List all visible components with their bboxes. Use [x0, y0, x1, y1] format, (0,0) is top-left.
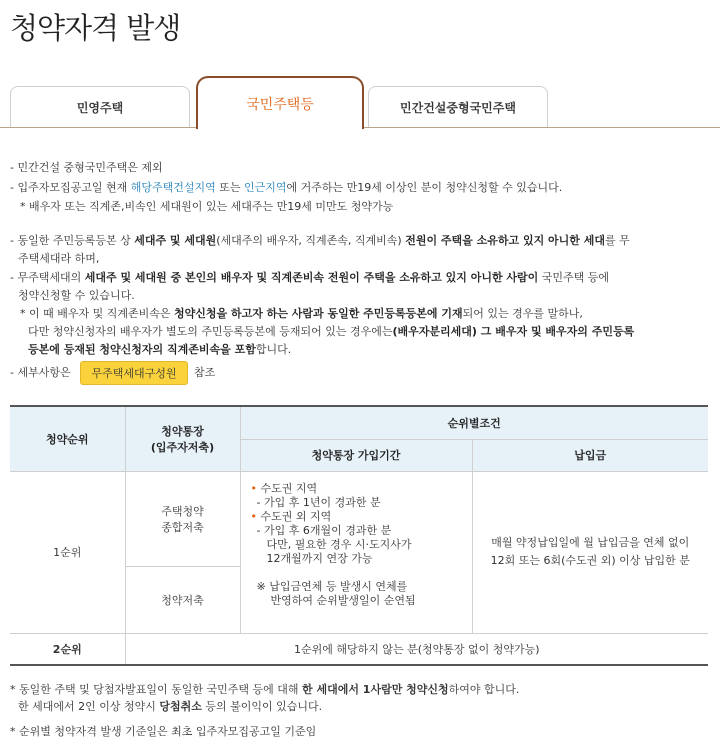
- note-line: 참조: [194, 366, 216, 379]
- tab-private-housing[interactable]: 민영주택: [10, 86, 190, 127]
- rank-2-cell: 2순위: [10, 633, 125, 665]
- footer-note: * 동일한 주택 및 당첨자발표일이 동일한 국민주택 등에 대해 한 세대에서 1사람만 청약신청하여야 합니다.: [10, 683, 520, 696]
- household-member-button[interactable]: 무주택세대구성원: [80, 361, 188, 385]
- note-line: - 무주택세대의 세대주 및 세대원 중 본인의 배우자 및 직계존비속 전원이 주택을 소유하고 있지 아니한 사람이 국민주택 등에: [10, 271, 610, 284]
- note-line: * 이 때 배우자 및 직계존비속은 청약신청을 하고자 하는 사람과 동일한 주민등록등본에 기재되어 있는 경우를 말하나,: [20, 307, 583, 320]
- period-cell: • 수도권 지역 - 가입 후 1년이 경과한 분 • 수도권 외 지역 - 가입 후 6개월이 경과한 분 다만, 필요한 경우 시·도지사가 12개월까지 연장 가능 ※ 납입금연체 등 발생시 연체를 반영하여 순위발생일이 순연됨: [240, 471, 472, 633]
- header-condition: 순위별조건: [240, 406, 708, 439]
- note-line: - 민간건설 중형국민주택은 제외: [10, 161, 163, 174]
- account-cell: 청약저축: [125, 566, 240, 633]
- tab-private-mid-national-housing[interactable]: 민간건설중형국민주택: [368, 86, 548, 127]
- note-line: - 세부사항은: [10, 366, 71, 379]
- rank-1-cell: 1순위: [10, 471, 125, 633]
- highlight-text: 인근지역: [244, 181, 287, 194]
- footer-note: 한 세대에서 2인 이상 청약시 당첨취소 등의 불이익이 있습니다.: [18, 700, 323, 713]
- header-period: 청약통장 가입기간: [240, 439, 472, 471]
- table-row: [10, 471, 708, 566]
- account-cell: 주택청약 종합저축: [125, 471, 240, 566]
- header-payment: 납입금: [472, 439, 708, 471]
- note-line: 등본에 등재된 청약신청자의 직계존비속을 포함합니다.: [28, 343, 292, 356]
- note-line: 다만 청약신청자의 배우자가 별도의 주민등록등본에 등재되어 있는 경우에는(배우자분리세대) 그 배우자 및 배우자의 주민등록: [28, 325, 635, 338]
- tab-bar: [0, 76, 720, 128]
- note-line: 청약신청할 수 있습니다.: [18, 289, 135, 302]
- page-title: 청약자격 발생: [10, 11, 181, 45]
- note-line: 주택세대라 하며,: [18, 252, 100, 265]
- footer-note: * 순위별 청약자격 발생 기준일은 최초 입주자모집공고일 기준임: [10, 725, 317, 738]
- payment-cell: 매월 약정납입일에 월 납입금을 연체 없이 12회 또는 6회(수도권 외) 이상 납입한 분: [472, 471, 708, 633]
- highlight-text: 해당주택건설지역: [130, 181, 216, 194]
- tab-national-housing[interactable]: 국민주택등: [196, 76, 364, 129]
- table-row: [10, 633, 708, 665]
- note-line: - 입주자모집공고일 현재 해당주택건설지역 또는 인근지역에 거주하는 만19세 이상인 분이 청약신청할 수 있습니다.: [10, 181, 563, 194]
- note-line: * 배우자 또는 직계존,비속인 세대원이 있는 세대주는 만19세 미만도 청약가능: [20, 200, 394, 213]
- rank-2-description: 1순위에 해당하지 않는 분(청약통장 없이 청약가능): [125, 633, 708, 665]
- eligibility-table: [10, 405, 708, 666]
- header-account: 청약통장 (입주자저축): [125, 406, 240, 471]
- note-line: - 동일한 주민등록등본 상 세대주 및 세대원(세대주의 배우자, 직계존속, 직계비속) 전원이 주택을 소유하고 있지 아니한 세대를 무: [10, 234, 630, 247]
- header-rank: 청약순위: [10, 406, 125, 471]
